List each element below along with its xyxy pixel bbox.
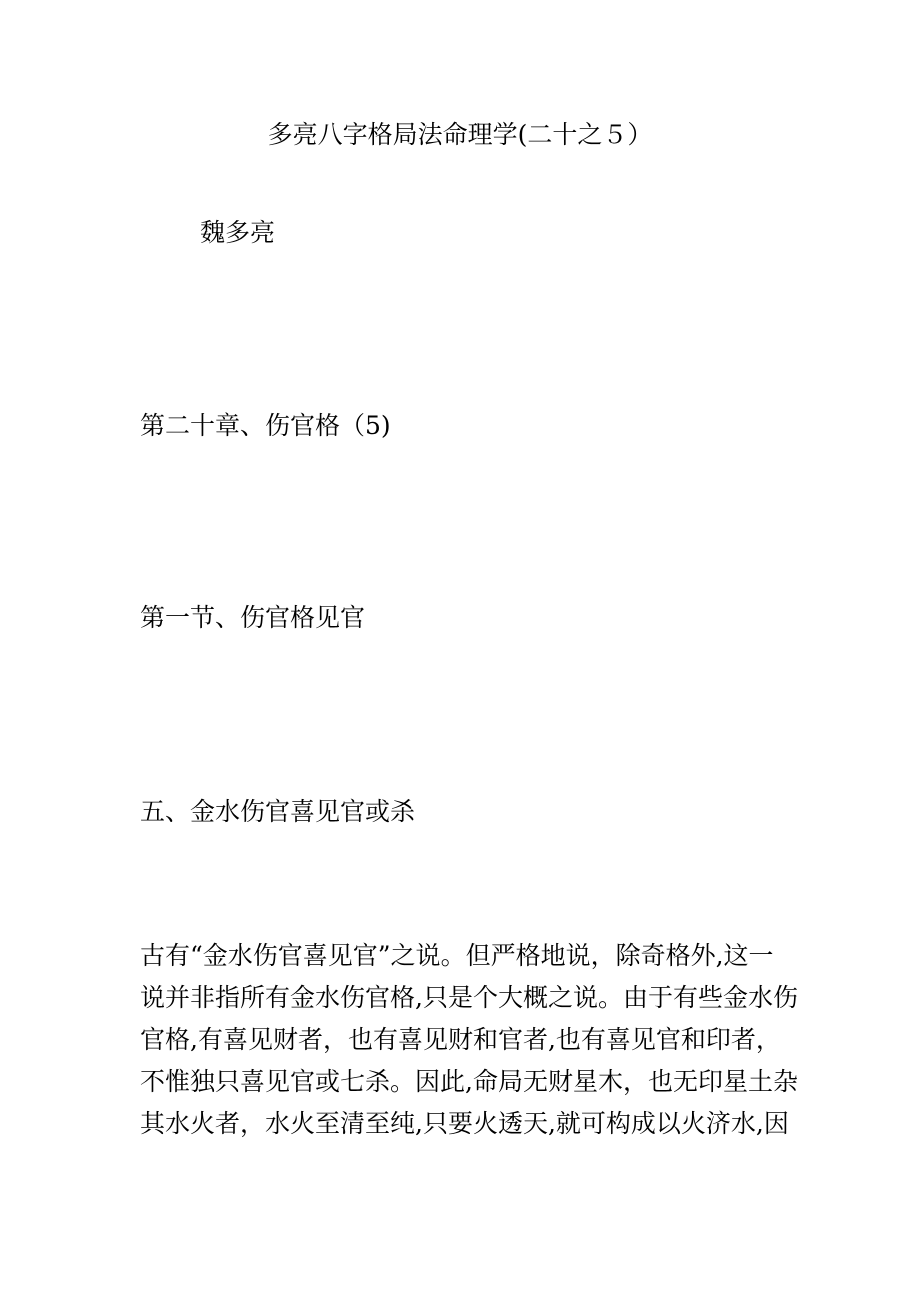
chapter-heading: 第二十章、伤官格（5) <box>140 411 391 440</box>
paragraph-line: 其水火者，水火至清至纯,只要火透天,就可构成以火济水,因 <box>140 1109 789 1138</box>
paragraph-line: 古有“金水伤官喜见官”之说。但严格地说，除奇格外,这一 <box>140 941 774 970</box>
section-heading: 第一节、伤官格见官 <box>140 603 366 632</box>
paragraph-line: 不惟独只喜见官或七杀。因此,命局无财星木，也无印星土杂 <box>140 1067 798 1096</box>
document-title: 多亮八字格局法命理学(二十之５） <box>267 120 653 149</box>
paragraph-line: 官格,有喜见财者，也有喜见财和官者,也有喜见官和印者， <box>140 1025 781 1054</box>
paragraph-line: 说并非指所有金水伤官格,只是个大概之说。由于有些金水伤 <box>140 983 798 1012</box>
author-name: 魏多亮 <box>200 218 276 247</box>
body-paragraph <box>140 935 798 1145</box>
subsection-heading: 五、金水伤官喜见官或杀 <box>140 797 416 826</box>
